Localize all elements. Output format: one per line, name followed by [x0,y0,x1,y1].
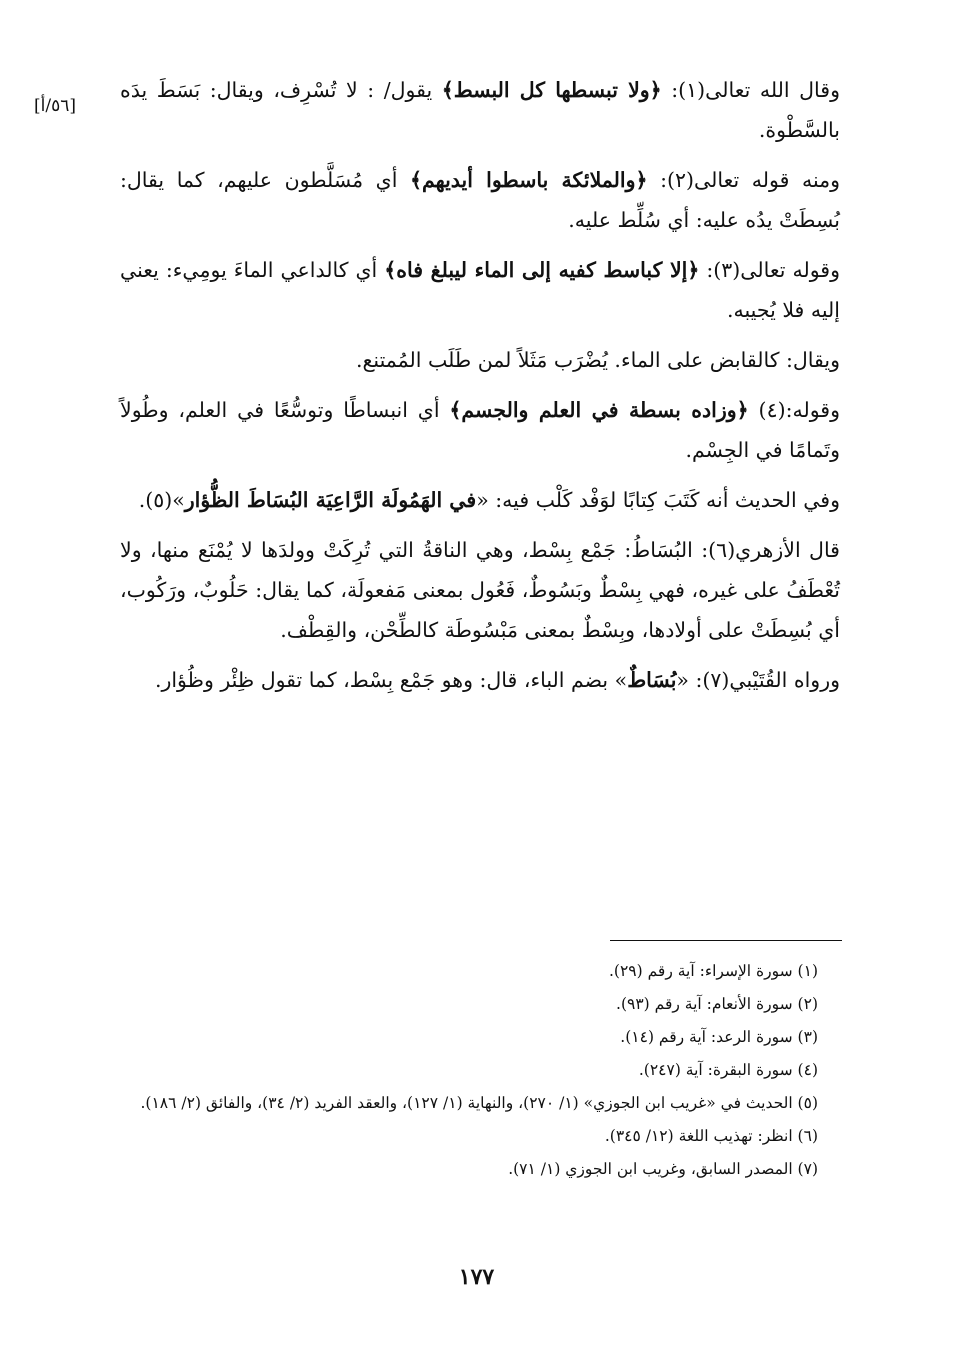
footnote-6: (٦) انظر: تهذيب اللغة (١٢/ ٣٤٥). [604,1127,818,1145]
paragraph-6 [120,480,840,520]
paragraph-5-after: أي انبساطًا وتوسُّعًا في العلم، وطُولاً وتَمامًا في الجِسْم. [120,398,840,462]
paragraph-8-after: » بضم الباء، قال: وهو جَمْع بِسْط، كما تقول ظِئْر وظُؤار. [154,668,628,692]
page-number: ١٧٧ [458,1264,495,1290]
paragraph-4 [120,340,840,380]
footnote-4: (٤) سورة البقرة: آية (٢٤٧). [638,1061,818,1079]
paragraph-1-after: يقول/ : لا تُسْرِف، ويقال: بَسَطَ يدَه بالسَّطْوة. [120,78,840,142]
paragraph-5-before: وقوله:(٤) [748,398,841,422]
paragraph-2-after: أي مُسَلَّطون عليهم، كما يقال: بُسِطَتْ يدُه عليه: أي سُلِّط عليه. [120,168,840,232]
footnote-5: (٥) الحديث في «غريب ابن الجوزي» (١/ ٢٧٠)، والنهاية (١/ ١٢٧)، والعقد الفريد (٢/ ٣٤)، والفائق (٢/ ١٨٦). [140,1094,818,1112]
paragraph-2-before: ومنه قوله تعالى(٢): [647,168,841,192]
paragraph-3-after: أي كالداعي الماءَ يومِيء: يعني إليه فلا يُجيبه. [120,258,840,322]
paragraph-3-before: وقوله تعالى(٣): [699,258,840,282]
paragraph-3 [120,250,840,330]
footnote-1: (١) سورة الإسراء: آية رقم (٢٩). [608,962,818,980]
paragraph-2-quote: ﴿والملائكة باسطوا أيديهم﴾ [409,168,648,192]
paragraph-7-before: قال الأزهري(٦): البُسَاطُ: جَمْع بِسْط، وهي الناقةُ التي تُرِكَتْ وولدَها لا يُمْنَع منها، ولا تُعْطَفُ على غيره، فهي بِسْطٌ وبَسُوطٌ، فَعُول بمعنى مَفعولَة، كما يقال: حَلُوبٌ، ورَكُوب، أي بُسِطَتْ على أولادها، وبِسْطٌ بمعنى مَبْسُوطَة كالطِّحْن، والقِطْف. [120,538,840,642]
footnote-3: (٣) سورة الرعد: آية رقم (١٤). [620,1028,818,1046]
main-text [120,70,840,710]
paragraph-8-before: ورواه القُتَيْبي(٧): « [676,668,840,692]
footnote-7: (٧) المصدر السابق، وغريب ابن الجوزي (١/ ٧١). [508,1160,818,1178]
paragraph-1-before: وقال الله تعالى(١): [661,78,840,102]
margin-folio-note: [٥٦/أ] [34,96,76,116]
paragraph-5-quote: ﴿وزاده بسطة في العلم والجسم﴾ [449,398,749,422]
paragraph-1-quote: ﴿ولا تبسطها كل البسط﴾ [441,78,662,102]
paragraph-8-quote: بُسَاطٌ [627,668,677,692]
footnotes [120,955,842,1186]
paragraph-2 [120,160,840,240]
paragraph-3-quote: ﴿إلا كباسط كفيه إلى الماء ليبلغ فاه﴾ [384,258,700,282]
paragraph-5 [120,390,840,470]
paragraph-4-before: ويقال: كالقابض على الماء. يُضْرَب مَثَلاً لمن طَلَب المُمتنع. [355,348,840,372]
footnote-separator [610,940,842,941]
footnote-2: (٢) سورة الأنعام: آية رقم (٩٣). [616,995,818,1013]
paragraph-7 [120,530,840,650]
paragraph-6-before: وفي الحديث أنه كَتَبَ كِتابًا لوَفْد كَلْب فيه: « [476,488,840,512]
paragraph-6-after: »(٥). [138,488,185,512]
paragraph-1 [120,70,840,150]
paragraph-8 [120,660,840,700]
paragraph-6-quote: في الهَمُولَة الرَّاعِيَة البُسَاطَ الظُّؤار [184,488,477,512]
